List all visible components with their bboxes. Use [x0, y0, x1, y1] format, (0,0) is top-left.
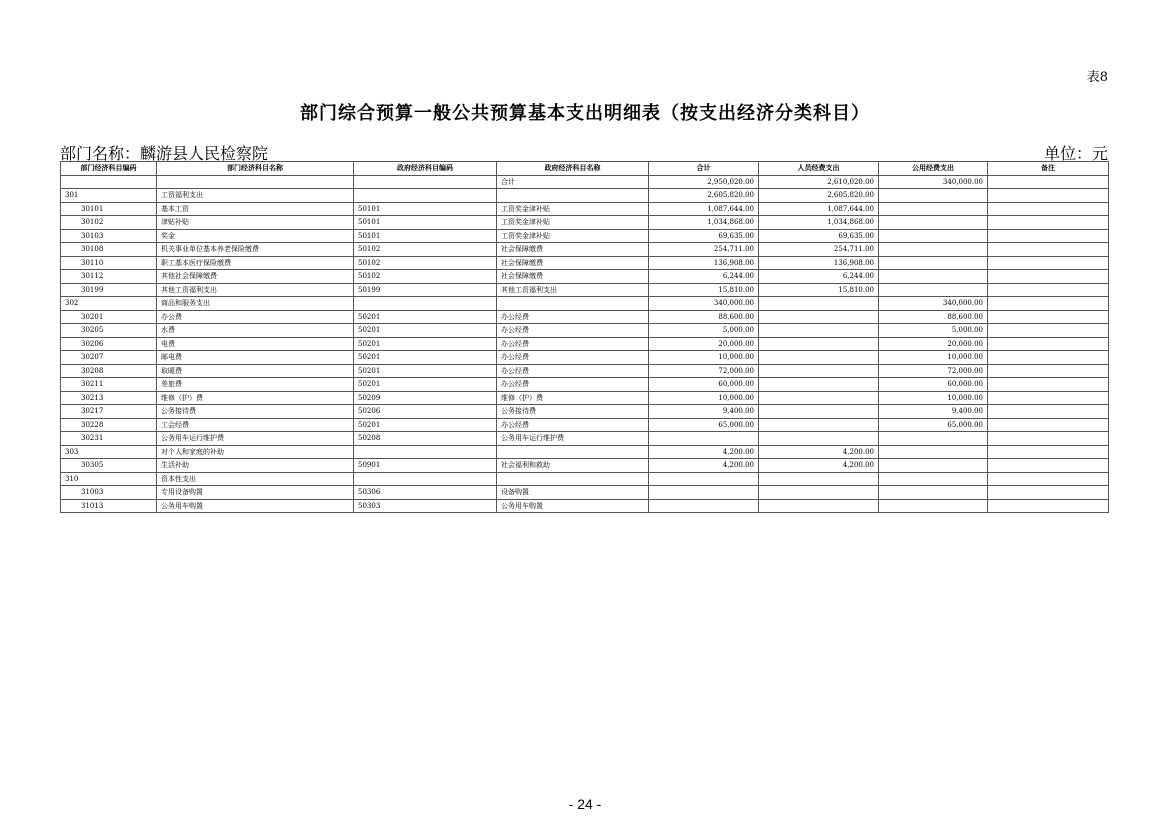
public-cell [879, 432, 988, 446]
header-total: 合计 [649, 162, 759, 176]
dept-code-cell: 30199 [61, 283, 157, 297]
personnel-cell [759, 432, 879, 446]
public-cell: 340,000.00 [879, 297, 988, 311]
document-title: 部门综合预算一般公共预算基本支出明细表（按支出经济分类科目） [300, 103, 870, 124]
header-personnel: 人员经费支出 [759, 162, 879, 176]
table-row [61, 216, 1109, 230]
dept-code-cell: 30112 [61, 270, 157, 284]
personnel-cell [759, 337, 879, 351]
public-cell: 20,000.00 [879, 337, 988, 351]
dept-name-cell: 基本工资 [157, 202, 354, 216]
gov-name-cell [497, 445, 649, 459]
gov-code-cell: 50201 [354, 378, 497, 392]
gov-name-cell: 办公经费 [497, 418, 649, 432]
public-cell [879, 189, 988, 203]
public-cell: 10,000.00 [879, 351, 988, 365]
remarks-cell [988, 297, 1109, 311]
gov-name-cell: 维修（护）费 [497, 391, 649, 405]
dept-name-cell: 职工基本医疗保险缴费 [157, 256, 354, 270]
public-cell [879, 499, 988, 513]
public-cell: 5,000.00 [879, 324, 988, 338]
remarks-cell [988, 229, 1109, 243]
total-cell: 2,950,020.00 [649, 175, 759, 189]
remarks-cell [988, 405, 1109, 419]
gov-code-cell: 50102 [354, 270, 497, 284]
gov-code-cell: 50208 [354, 432, 497, 446]
gov-code-cell: 50201 [354, 364, 497, 378]
personnel-cell [759, 364, 879, 378]
personnel-cell [759, 472, 879, 486]
table-row [61, 283, 1109, 297]
dept-name-cell: 公务接待费 [157, 405, 354, 419]
dept-code-cell: 30213 [61, 391, 157, 405]
dept-name-cell [157, 175, 354, 189]
public-cell: 10,000.00 [879, 391, 988, 405]
remarks-cell [988, 283, 1109, 297]
total-cell: 1,034,868.00 [649, 216, 759, 230]
gov-code-cell: 50303 [354, 499, 497, 513]
public-cell [879, 445, 988, 459]
personnel-cell: 2,605,820.00 [759, 189, 879, 203]
public-cell: 65,000.00 [879, 418, 988, 432]
total-cell [649, 472, 759, 486]
personnel-cell: 2,610,020.00 [759, 175, 879, 189]
total-cell: 10,000.00 [649, 351, 759, 365]
gov-code-cell: 50101 [354, 216, 497, 230]
dept-code-cell: 30101 [61, 202, 157, 216]
gov-code-cell: 50102 [354, 256, 497, 270]
dept-code-cell: 30205 [61, 324, 157, 338]
remarks-cell [988, 351, 1109, 365]
remarks-cell [988, 364, 1109, 378]
dept-code-cell [61, 175, 157, 189]
dept-name-cell: 工资福利支出 [157, 189, 354, 203]
gov-name-cell: 办公经费 [497, 378, 649, 392]
remarks-cell [988, 472, 1109, 486]
remarks-cell [988, 418, 1109, 432]
dept-name-cell: 对个人和家庭的补助 [157, 445, 354, 459]
gov-code-cell: 50201 [354, 351, 497, 365]
dept-name-cell: 邮电费 [157, 351, 354, 365]
remarks-cell [988, 202, 1109, 216]
table-body [61, 175, 1109, 513]
public-cell [879, 270, 988, 284]
gov-name-cell [497, 189, 649, 203]
public-cell [879, 202, 988, 216]
public-cell [879, 486, 988, 500]
dept-code-cell: 30207 [61, 351, 157, 365]
gov-name-cell: 办公经费 [497, 351, 649, 365]
total-cell [649, 499, 759, 513]
gov-code-cell [354, 189, 497, 203]
table-row [61, 405, 1109, 419]
total-cell: 136,908.00 [649, 256, 759, 270]
gov-name-cell: 社会保障缴费 [497, 270, 649, 284]
total-cell: 254,711.00 [649, 243, 759, 257]
total-cell: 88,600.00 [649, 310, 759, 324]
total-cell: 2,605,820.00 [649, 189, 759, 203]
personnel-cell: 4,200.00 [759, 459, 879, 473]
table-row [61, 351, 1109, 365]
gov-code-cell: 50201 [354, 337, 497, 351]
public-cell [879, 472, 988, 486]
header-gov-code: 政府经济科目编码 [354, 162, 497, 176]
public-cell: 60,000.00 [879, 378, 988, 392]
total-cell: 15,810.00 [649, 283, 759, 297]
dept-name-cell: 公务用车运行维护费 [157, 432, 354, 446]
remarks-cell [988, 310, 1109, 324]
gov-name-cell: 办公经费 [497, 364, 649, 378]
gov-code-cell: 50101 [354, 202, 497, 216]
table-row [61, 391, 1109, 405]
dept-name-cell: 津贴补贴 [157, 216, 354, 230]
unit-label: 单位：元 [1043, 144, 1108, 163]
total-cell: 10,000.00 [649, 391, 759, 405]
personnel-cell: 69,635.00 [759, 229, 879, 243]
dept-name-cell: 公务用车购置 [157, 499, 354, 513]
total-cell [649, 432, 759, 446]
gov-code-cell [354, 297, 497, 311]
table-row [61, 364, 1109, 378]
table-row [61, 229, 1109, 243]
gov-name-cell [497, 297, 649, 311]
total-cell: 65,000.00 [649, 418, 759, 432]
gov-name-cell: 办公经费 [497, 310, 649, 324]
gov-name-cell: 工资奖金津补贴 [497, 229, 649, 243]
gov-name-cell: 工资奖金津补贴 [497, 216, 649, 230]
gov-name-cell [497, 472, 649, 486]
remarks-cell [988, 432, 1109, 446]
personnel-cell: 254,711.00 [759, 243, 879, 257]
table-row [61, 499, 1109, 513]
remarks-cell [988, 256, 1109, 270]
dept-code-cell: 30110 [61, 256, 157, 270]
dept-code-cell: 30103 [61, 229, 157, 243]
header-dept-code: 部门经济科目编码 [61, 162, 157, 176]
dept-name-cell: 机关事业单位基本养老保险缴费 [157, 243, 354, 257]
expenditure-table [60, 161, 1109, 513]
total-cell: 4,200.00 [649, 459, 759, 473]
total-cell: 4,200.00 [649, 445, 759, 459]
gov-name-cell: 社会福利和救助 [497, 459, 649, 473]
gov-code-cell: 50201 [354, 310, 497, 324]
gov-code-cell [354, 472, 497, 486]
dept-code-cell: 30231 [61, 432, 157, 446]
table-number: 表8 [1086, 70, 1108, 85]
gov-code-cell: 50102 [354, 243, 497, 257]
table-row [61, 189, 1109, 203]
public-cell: 88,600.00 [879, 310, 988, 324]
gov-name-cell: 设备购置 [497, 486, 649, 500]
gov-name-cell: 合计 [497, 175, 649, 189]
public-cell [879, 243, 988, 257]
gov-name-cell: 公务接待费 [497, 405, 649, 419]
public-cell [879, 229, 988, 243]
public-cell: 9,400.00 [879, 405, 988, 419]
public-cell: 72,000.00 [879, 364, 988, 378]
table-row [61, 310, 1109, 324]
total-cell: 1,087,644.00 [649, 202, 759, 216]
department-name: 部门名称：麟游县人民检察院 [60, 144, 269, 163]
personnel-cell [759, 418, 879, 432]
remarks-cell [988, 486, 1109, 500]
dept-name-cell: 其他工资福利支出 [157, 283, 354, 297]
dept-name-cell: 其他社会保障缴费 [157, 270, 354, 284]
remarks-cell [988, 270, 1109, 284]
total-cell: 6,244.00 [649, 270, 759, 284]
dept-name-cell: 资本性支出 [157, 472, 354, 486]
personnel-cell [759, 391, 879, 405]
total-cell: 20,000.00 [649, 337, 759, 351]
gov-code-cell: 50206 [354, 405, 497, 419]
dept-name-cell: 取暖费 [157, 364, 354, 378]
personnel-cell [759, 378, 879, 392]
dept-code-cell: 310 [61, 472, 157, 486]
dept-name-cell: 商品和服务支出 [157, 297, 354, 311]
gov-name-cell: 办公经费 [497, 324, 649, 338]
total-cell: 5,000.00 [649, 324, 759, 338]
remarks-cell [988, 337, 1109, 351]
table-row [61, 418, 1109, 432]
table-row [61, 202, 1109, 216]
gov-name-cell: 其他工资福利支出 [497, 283, 649, 297]
public-cell [879, 256, 988, 270]
dept-code-cell: 30208 [61, 364, 157, 378]
table-row [61, 324, 1109, 338]
dept-name-cell: 奖金 [157, 229, 354, 243]
remarks-cell [988, 189, 1109, 203]
dept-name-cell: 维修（护）费 [157, 391, 354, 405]
total-cell [649, 486, 759, 500]
personnel-cell: 1,087,644.00 [759, 202, 879, 216]
gov-code-cell [354, 175, 497, 189]
header-gov-name: 政府经济科目名称 [497, 162, 649, 176]
table-row [61, 175, 1109, 189]
remarks-cell [988, 243, 1109, 257]
public-cell: 340,000.00 [879, 175, 988, 189]
header-dept-name: 部门经济科目名称 [157, 162, 354, 176]
dept-code-cell: 30305 [61, 459, 157, 473]
gov-code-cell: 50306 [354, 486, 497, 500]
dept-code-cell: 30108 [61, 243, 157, 257]
dept-code-cell: 30206 [61, 337, 157, 351]
table-row [61, 378, 1109, 392]
gov-code-cell: 50199 [354, 283, 497, 297]
dept-name-cell: 工会经费 [157, 418, 354, 432]
remarks-cell [988, 459, 1109, 473]
total-cell: 72,000.00 [649, 364, 759, 378]
table-row [61, 472, 1109, 486]
table-row [61, 256, 1109, 270]
public-cell [879, 459, 988, 473]
personnel-cell [759, 351, 879, 365]
personnel-cell: 15,810.00 [759, 283, 879, 297]
gov-code-cell: 50201 [354, 418, 497, 432]
gov-code-cell: 50901 [354, 459, 497, 473]
personnel-cell [759, 310, 879, 324]
public-cell [879, 216, 988, 230]
dept-code-cell: 303 [61, 445, 157, 459]
remarks-cell [988, 499, 1109, 513]
page-number: - 24 - [568, 796, 602, 812]
gov-code-cell: 50201 [354, 324, 497, 338]
gov-name-cell: 办公经费 [497, 337, 649, 351]
total-cell: 340,000.00 [649, 297, 759, 311]
dept-code-cell: 301 [61, 189, 157, 203]
gov-name-cell: 工资奖金津补贴 [497, 202, 649, 216]
table-row [61, 337, 1109, 351]
remarks-cell [988, 378, 1109, 392]
gov-code-cell: 50101 [354, 229, 497, 243]
dept-code-cell: 30201 [61, 310, 157, 324]
gov-name-cell: 公务用车运行维护费 [497, 432, 649, 446]
personnel-cell [759, 297, 879, 311]
dept-code-cell: 31013 [61, 499, 157, 513]
table-header-row [61, 162, 1109, 176]
header-public: 公用经费支出 [879, 162, 988, 176]
gov-code-cell: 50209 [354, 391, 497, 405]
dept-code-cell: 31003 [61, 486, 157, 500]
remarks-cell [988, 324, 1109, 338]
gov-code-cell [354, 445, 497, 459]
table-row [61, 486, 1109, 500]
table-row [61, 297, 1109, 311]
dept-name-cell: 办公费 [157, 310, 354, 324]
remarks-cell [988, 445, 1109, 459]
total-cell: 69,635.00 [649, 229, 759, 243]
personnel-cell: 136,908.00 [759, 256, 879, 270]
remarks-cell [988, 391, 1109, 405]
dept-name-cell: 水费 [157, 324, 354, 338]
dept-code-cell: 302 [61, 297, 157, 311]
personnel-cell [759, 324, 879, 338]
remarks-cell [988, 175, 1109, 189]
dept-code-cell: 30211 [61, 378, 157, 392]
dept-name-cell: 生活补助 [157, 459, 354, 473]
table-row [61, 459, 1109, 473]
table-row [61, 270, 1109, 284]
dept-name-cell: 电费 [157, 337, 354, 351]
personnel-cell [759, 486, 879, 500]
dept-name-cell: 专用设备购置 [157, 486, 354, 500]
dept-code-cell: 30217 [61, 405, 157, 419]
gov-name-cell: 公务用车购置 [497, 499, 649, 513]
dept-code-cell: 30228 [61, 418, 157, 432]
total-cell: 60,000.00 [649, 378, 759, 392]
header-remarks: 备注 [988, 162, 1109, 176]
personnel-cell: 1,034,868.00 [759, 216, 879, 230]
dept-name-cell: 差旅费 [157, 378, 354, 392]
gov-name-cell: 社会保障缴费 [497, 256, 649, 270]
table-row [61, 432, 1109, 446]
dept-code-cell: 30102 [61, 216, 157, 230]
public-cell [879, 283, 988, 297]
personnel-cell [759, 499, 879, 513]
table-row [61, 243, 1109, 257]
personnel-cell: 6,244.00 [759, 270, 879, 284]
remarks-cell [988, 216, 1109, 230]
gov-name-cell: 社会保障缴费 [497, 243, 649, 257]
personnel-cell: 4,200.00 [759, 445, 879, 459]
table-row [61, 445, 1109, 459]
total-cell: 9,400.00 [649, 405, 759, 419]
personnel-cell [759, 405, 879, 419]
